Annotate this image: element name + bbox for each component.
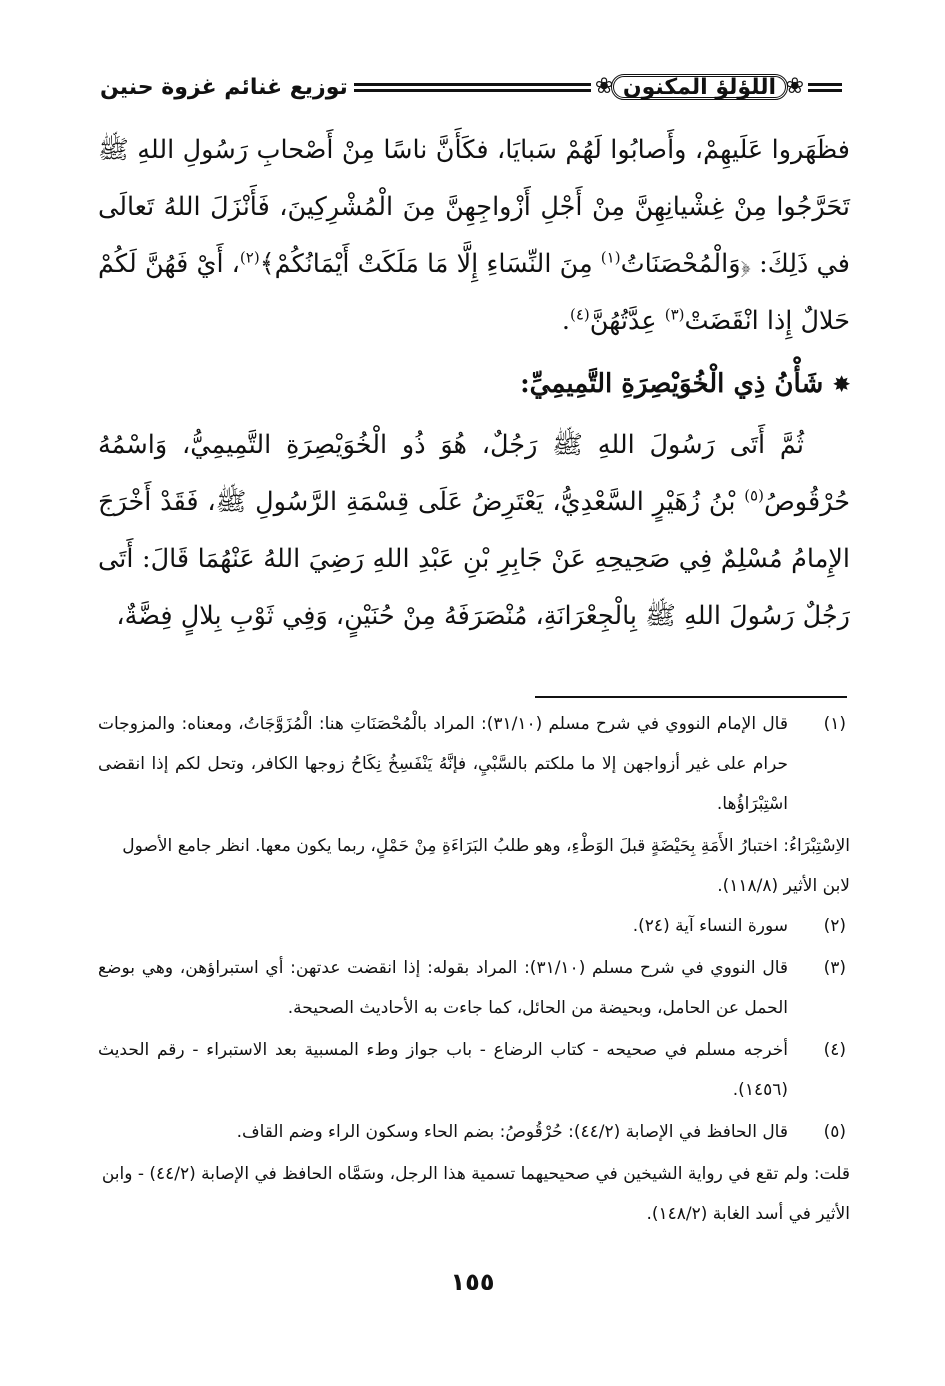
footnote-1: [98, 704, 850, 824]
header-rule-left: [354, 83, 591, 92]
section-star-icon: ✸: [833, 372, 850, 396]
footnote-text: سورة النساء آية (٢٤).: [632, 916, 788, 936]
ornament-left-icon: ❀: [594, 74, 614, 99]
book-title: اللؤلؤ المكنون: [622, 74, 776, 100]
running-header: [98, 60, 848, 114]
paragraph-1-text-c: ، أَيْ فَهُنَّ لَكُمْ حَلالٌ إِذا انْقَضَتْ: [98, 249, 850, 336]
footnote-ref-2: (٢): [239, 248, 260, 267]
footnote-text: قال النووي في شرح مسلم (٣١/١٠): المراد بقوله: إذا انقضت عدتهن: أي استبراؤهن، وهي بوضع الحمل عن الحامل، وبحيضة من الحائل، كما جاءت به الأحاديث الصحيحة.: [98, 958, 788, 1018]
footnote-2: [98, 906, 850, 946]
footnote-number: (٢): [823, 916, 846, 936]
paragraph-1: [98, 122, 850, 350]
section-heading: [98, 356, 850, 413]
footnote-text: أخرجه مسلم في صحيحه - كتاب الرضاع - باب جواز وطء المسبية بعد الاستبراء - رقم الحديث (١٤٥٦).: [98, 1040, 788, 1100]
main-text: [98, 122, 850, 645]
paragraph-1-text-d: عِدَّتُهُنَّ: [589, 306, 657, 336]
footnote-3: [98, 948, 850, 1028]
footnote-text: قال الحافظ في الإصابة (٤٤/٢): حُرْقُوصُ: بضم الحاء وسكون الراء وضم القاف.: [236, 1122, 788, 1142]
footnote-4: [98, 1030, 850, 1110]
footnote-number: (١): [823, 714, 846, 734]
page-number: ١٥٥: [450, 1268, 495, 1296]
footnote-number: (٣): [823, 958, 846, 978]
paragraph-2-text-b: بْنُ زُهَيْرٍ السَّعْدِيُّ، يَعْتَرِضُ عَلَى قِسْمَةِ الرَّسُولِ ﷺ، فَقَدْ أَخْرَجَ الإِمامُ مُسْلِمٌ فِي صَحِيحِهِ عَنْ جَابِرِ بْنِ عَبْدِ اللهِ رَضِيَ اللهُ عَنْهُمَا قَالَ: أَتَى رَجُلٌ رَسُولَ اللهِ ﷺ بِالْجِعْرَانَةِ، مُنْصَرَفَهُ مِنْ حُنَيْنٍ، وَفِي ثَوْبِ بِلالٍ فِضَّةٌ،: [98, 487, 850, 631]
footnote-1-continuation: الاِسْتِبْرَاءُ: اختبارُ الأَمَةِ بِحَيْضَةٍ قبلَ الوَطْءِ، وهو طلبُ البَرَاءَةِ مِنْ حَمْلٍ، ربما يكون معها. انظر جامع الأصول لابن الأثير (١١٨/٨).: [122, 836, 850, 896]
footnote-5-continuation: قلت: ولم تقع في رواية الشيخين في صحيحيهما تسمية هذا الرجل، وسَمَّاه الحافظ في الإصابة (٤٤/٢) - وابن الأثير في أسد الغابة (١٤٨/٢).: [101, 1164, 850, 1224]
paragraph-1-text-b: مِنَ النِّسَاءِ إِلَّا مَا مَلَكَتْ أَيْمَانُكُمْ﴾: [259, 249, 593, 279]
footnote-5: [98, 1112, 850, 1152]
footnote-number: (٤): [823, 1040, 846, 1060]
footnote-ref-3: (٣): [664, 305, 685, 324]
footnote-divider: [535, 696, 847, 698]
footnote-ref-5: (٥): [744, 486, 764, 505]
ornament-right-icon: ❀: [785, 74, 804, 99]
footnotes: [98, 704, 850, 1234]
footnote-ref-1: (١): [600, 248, 621, 267]
footnote-text: قال الإمام النووي في شرح مسلم (٣١/١٠): المراد بالْمُحْصَنَاتِ هنا: الْمُزَوَّجَاتُ، ومعناه: والمزوجات حرام على غير أزواجهن إلا ما ملكتم بالسَّبْيِ، فإنَّهُ يَنْفَسِخُ نِكَاحُ زوجها الكافر، وتحل لكم إذا انقضى اسْتِبْرَاؤُها.: [98, 714, 788, 814]
chapter-title: توزيع غنائم غزوة حنين: [100, 74, 348, 100]
paragraph-1-text-e: .: [561, 306, 570, 336]
footnote-ref-4: (٤): [569, 305, 590, 324]
section-heading-text: شَأْنُ ذِي الْخُوَيْصِرَةِ التَّمِيمِيِّ:: [520, 369, 824, 399]
paragraph-2: [98, 417, 850, 645]
paragraph-2-text-a: ثُمَّ أَتَى رَسُولَ اللهِ ﷺ رَجُلٌ، هُوَ ذُو الْخُوَيْصِرَةِ التَّمِيمِيُّ، وَاسْمُهُ حُرْقُوصُ: [98, 430, 850, 517]
header-rule-right: [808, 83, 842, 92]
book-title-badge: [594, 68, 804, 106]
paragraph-1-text-a: فظَهَروا عَلَيهِمْ، وأَصابُوا لَهُمْ سَبايَا، فكَأَنَّ ناسًا مِنْ أَصْحابِ رَسُولِ اللهِ ﷺ تَحَرَّجُوا مِنْ غِشْيانِهِنَّ مِنْ أَجْلِ أَزْواجِهِنَّ مِنَ الْمُشْرِكِينَ، فَأَنْزَلَ اللهُ تَعالَى في ذَلِكَ: ﴿وَالْمُحْصَنَاتُ: [98, 135, 850, 279]
footnote-number: (٥): [823, 1122, 846, 1142]
